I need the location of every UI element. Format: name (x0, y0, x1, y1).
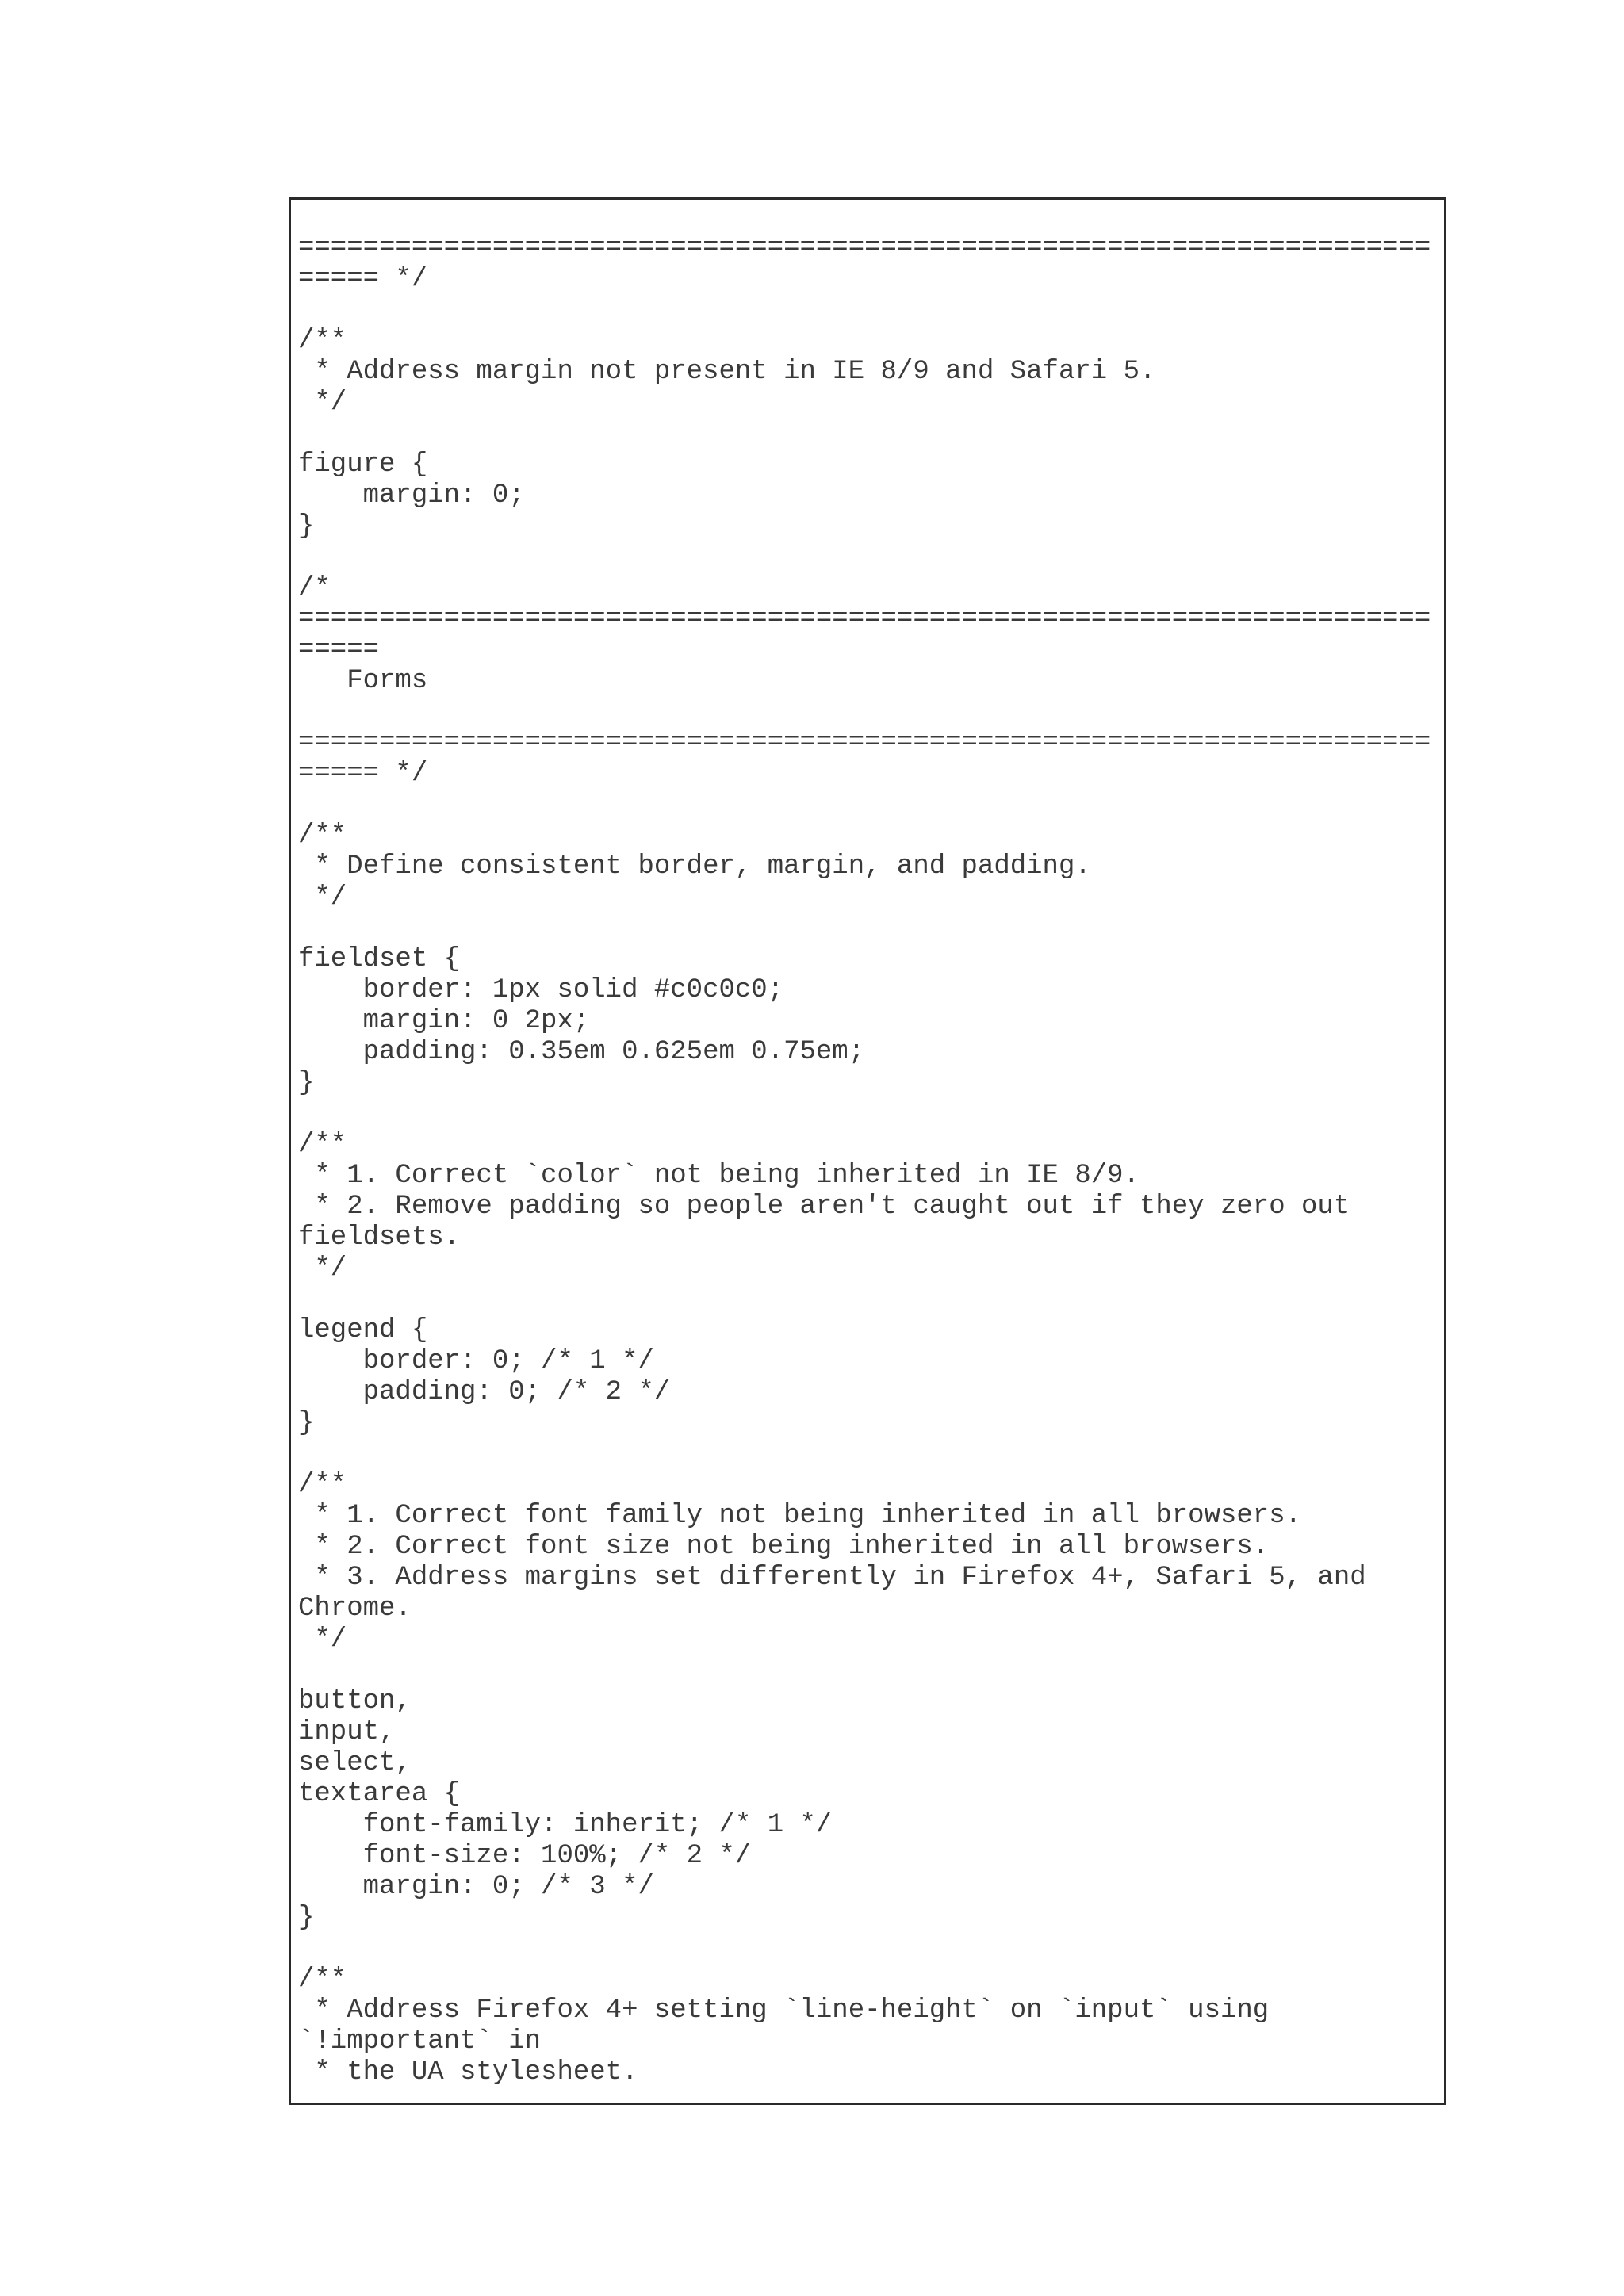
code-line: * 1. Correct `color` not being inherited in IE 8/9. (298, 1161, 1139, 1191)
code-line: } (298, 1903, 315, 1933)
code-line: * 3. Address margins set differently in Firefox 4+, Safari 5, and (298, 1563, 1366, 1593)
code-line (298, 1934, 1431, 1965)
code-line: fieldsets. (298, 1223, 461, 1253)
code-line (298, 1655, 1431, 1686)
code-line (298, 697, 1431, 728)
code-line: ====================================================================== (298, 233, 1431, 263)
code-line: border: 1px solid #c0c0c0; (298, 975, 784, 1005)
code-line (298, 1284, 1431, 1315)
code-line (298, 295, 1431, 326)
code-line: margin: 0; /* 3 */ (298, 1872, 654, 1902)
code-line (298, 542, 1431, 573)
code-line: padding: 0.35em 0.625em 0.75em; (298, 1037, 865, 1067)
code-line: font-size: 100%; /* 2 */ (298, 1841, 752, 1871)
code-listing-box (289, 197, 1446, 2105)
code-line: /** (298, 1965, 347, 1995)
code-line: * 1. Correct font family not being inherited in all browsers. (298, 1501, 1302, 1531)
code-line: /** (298, 821, 347, 851)
code-line: } (298, 1408, 315, 1438)
code-line: input, (298, 1717, 396, 1747)
code-line: Chrome. (298, 1594, 412, 1624)
code-line: * Define consistent border, margin, and padding. (298, 851, 1091, 882)
code-line: * Address Firefox 4+ setting `line-height` on `input` using (298, 1996, 1270, 2026)
code-line: * the UA stylesheet. (298, 2057, 638, 2087)
code-line (298, 419, 1431, 450)
code-line: */ (298, 388, 347, 418)
code-line: figure { (298, 450, 428, 480)
code-line: ===== */ (298, 759, 428, 789)
code-line: fieldset { (298, 944, 461, 974)
code-line: */ (298, 882, 347, 913)
code-line: * 2. Remove padding so people aren't caught out if they zero out (298, 1192, 1350, 1222)
code-line: margin: 0 2px; (298, 1006, 590, 1036)
code-line (298, 790, 1431, 821)
code-line: border: 0; /* 1 */ (298, 1346, 654, 1376)
code-line: ===== (298, 635, 380, 665)
code-line (298, 1099, 1431, 1130)
code-line (298, 1439, 1431, 1470)
code-line: legend { (298, 1315, 428, 1345)
code-line: font-family: inherit; /* 1 */ (298, 1810, 833, 1840)
code-line: } (298, 511, 315, 541)
code-line: */ (298, 1624, 347, 1655)
code-line: Forms (298, 666, 428, 696)
code-line: select, (298, 1748, 412, 1778)
code-line: */ (298, 1253, 347, 1284)
code-line: padding: 0; /* 2 */ (298, 1377, 671, 1407)
code-listing (298, 233, 1431, 2088)
code-line: margin: 0; (298, 480, 525, 511)
code-line: * 2. Correct font size not being inherited in all browsers. (298, 1532, 1270, 1562)
code-line: `!important` in (298, 2026, 542, 2057)
code-line: ====================================================================== (298, 604, 1431, 634)
code-line: * Address margin not present in IE 8/9 and Safari 5. (298, 357, 1156, 387)
code-line: /* (298, 573, 331, 603)
code-line: textarea { (298, 1779, 461, 1809)
code-line: ====================================================================== (298, 728, 1431, 758)
code-line: } (298, 1068, 315, 1098)
code-line: button, (298, 1686, 412, 1716)
code-line: /** (298, 1130, 347, 1160)
code-line: /** (298, 326, 347, 356)
code-line: /** (298, 1470, 347, 1500)
code-line (298, 913, 1431, 944)
code-line: ===== */ (298, 264, 428, 294)
